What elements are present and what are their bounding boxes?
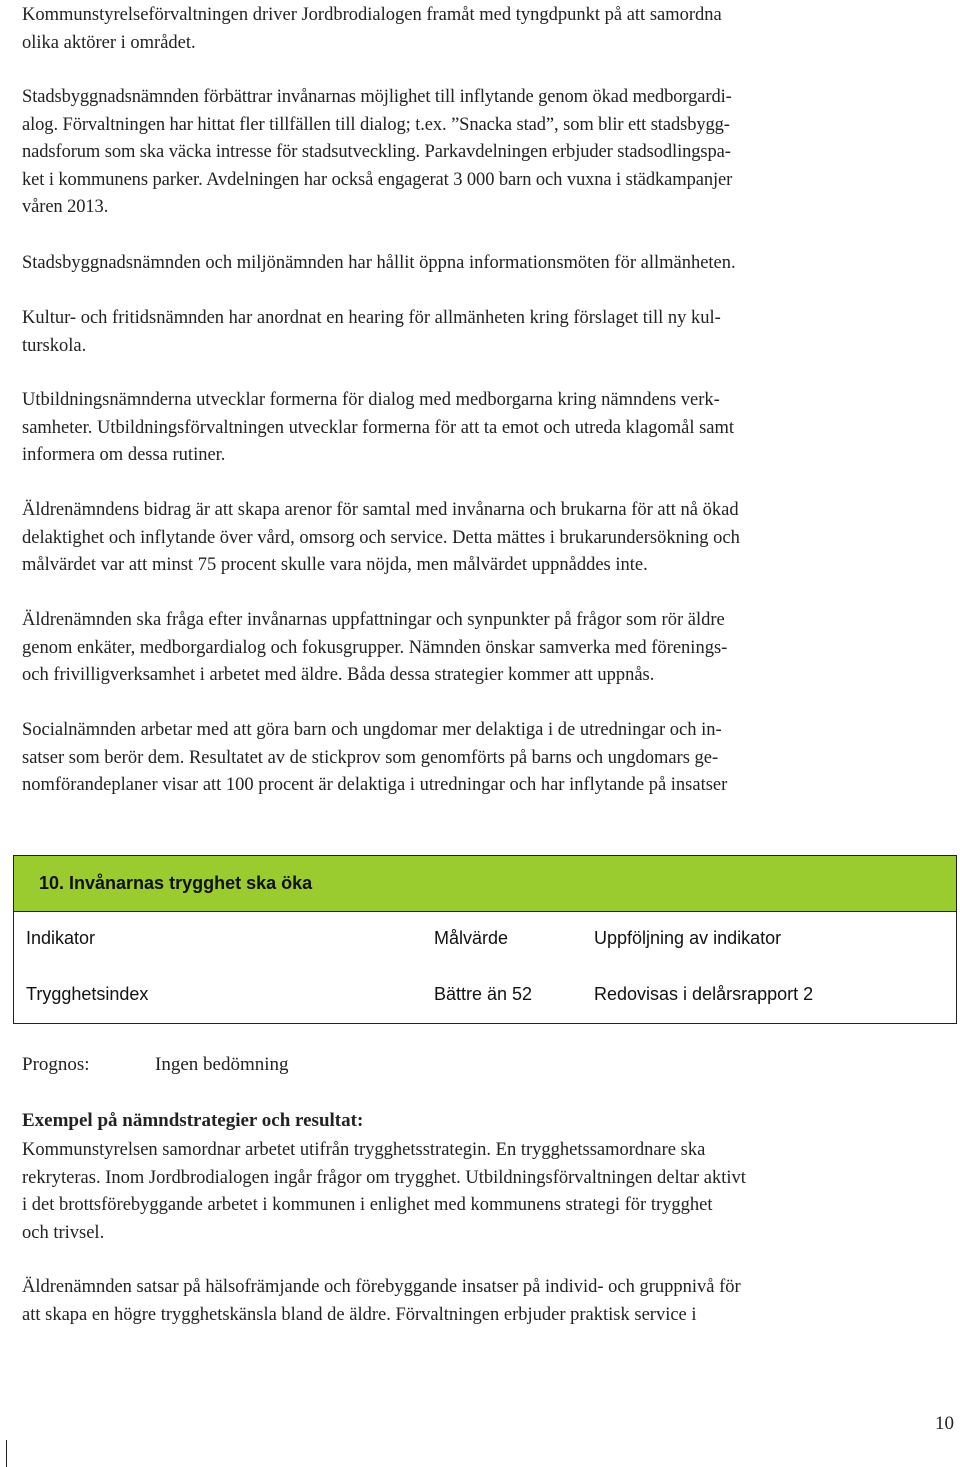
examples-heading: Exempel på nämndstrategier och resultat: xyxy=(22,1110,364,1131)
paragraph-informationsmoten: Stadsbyggnadsnämnden och miljönämnden har hållit öppna informationsmöten för allmänheten. xyxy=(22,253,736,273)
paragraph-aldrenamnden-fraga: Äldrenämnden ska fråga efter invånarnas uppfattningar och synpunkter på frågor som rör äldre genom enkäter, medborgardialog och fokusgrupper. Nämnden önskar samverka med förenings- och frivilligverksamhet i arbetet med äldre. Båda dessa strategier kommer att uppnås. xyxy=(22,610,728,685)
paragraph-stadsbyggnad-dialog: Stadsbyggnadsnämnden förbättrar invånarnas möjlighet till inflytande genom ökad medborgardi- alog. Förvaltningen har hittat fler tillfällen till dialog; t.ex. ”Snacka stad”, som blir ett stadsbygg- nadsforum som ska väcka intresse för stadsutveckling. Parkavdelningen erbjuder stadsodlingspa- ket i kommunens parker. Avdelningen har också engagerat 3 000 barn och vuxna i städkampanjer våren 2013. xyxy=(22,87,733,217)
column-header-indikator: Indikator xyxy=(26,928,96,948)
goal-title: 10. Invånarnas trygghet ska öka xyxy=(39,873,313,893)
margin-marker xyxy=(6,1440,7,1467)
paragraph-socialnamnden: Socialnämnden arbetar med att göra barn och ungdomar mer delaktiga i de utredningar och in- satser som berör dem. Resultatet av de stickprov som genomförts på barns och ungdomars ge- nomförandeplaner visar att 100 procent är delaktiga i utredningar och har inflytande på insatser xyxy=(22,720,728,795)
paragraph-aldrenamnden-halsa: Äldrenämnden satsar på hälsofrämjande och förebyggande insatser på individ- och gruppnivå för att skapa en högre trygghetskänsla bland de äldre. Förvaltningen erbjuder praktisk service i xyxy=(22,1277,741,1325)
page-number: 10 xyxy=(935,1413,954,1434)
indicator-followup: Redovisas i delårsrapport 2 xyxy=(594,984,814,1004)
column-header-malvarde: Målvärde xyxy=(434,928,509,948)
prognos-label: Prognos: xyxy=(22,1054,90,1075)
indicator-name: Trygghetsindex xyxy=(26,984,149,1004)
indicator-table-heading xyxy=(14,856,956,912)
paragraph-jordbrodialogen: Kommunstyrelseförvaltningen driver Jordbrodialogen framåt med tyngdpunkt på att samordna olika aktörer i området. xyxy=(22,5,722,53)
indicator-target: Bättre än 52 xyxy=(434,984,533,1004)
indicator-table xyxy=(13,855,957,1024)
paragraph-aldrenamndens-bidrag: Äldrenämndens bidrag är att skapa arenor för samtal med invånarna och brukarna för att nå ökad delaktighet och inflytande över vård, omsorg och service. Detta mättes i brukarundersökning och målvärdet var att minst 75 procent skulle vara nöjda, men målvärdet uppnåddes inte. xyxy=(22,500,740,575)
paragraph-kulturskola: Kultur- och fritidsnämnden har anordnat en hearing för allmänheten kring förslaget till ny kul- turskola. xyxy=(22,308,721,356)
prognos-value: Ingen bedömning xyxy=(155,1054,289,1075)
paragraph-kommunstyrelsen-trygghet: Kommunstyrelsen samordnar arbetet utifrån trygghetsstrategin. En trygghetssamordnare ska rekryteras. Inom Jordbrodialogen ingår frågor om trygghet. Utbildningsförvaltningen deltar aktivt i det brottsförebyggande arbetet i kommunen i enlighet med kommunens strategi för trygghet och trivsel. xyxy=(22,1140,746,1243)
paragraph-utbildning: Utbildningsnämnderna utvecklar formerna för dialog med medborgarna kring nämndens verk- samheter. Utbildningsförvaltningen utvecklar formerna för att ta emot och utreda klagomål samt informera om dessa rutiner. xyxy=(22,390,735,465)
column-header-uppfoljning: Uppföljning av indikator xyxy=(594,928,782,948)
